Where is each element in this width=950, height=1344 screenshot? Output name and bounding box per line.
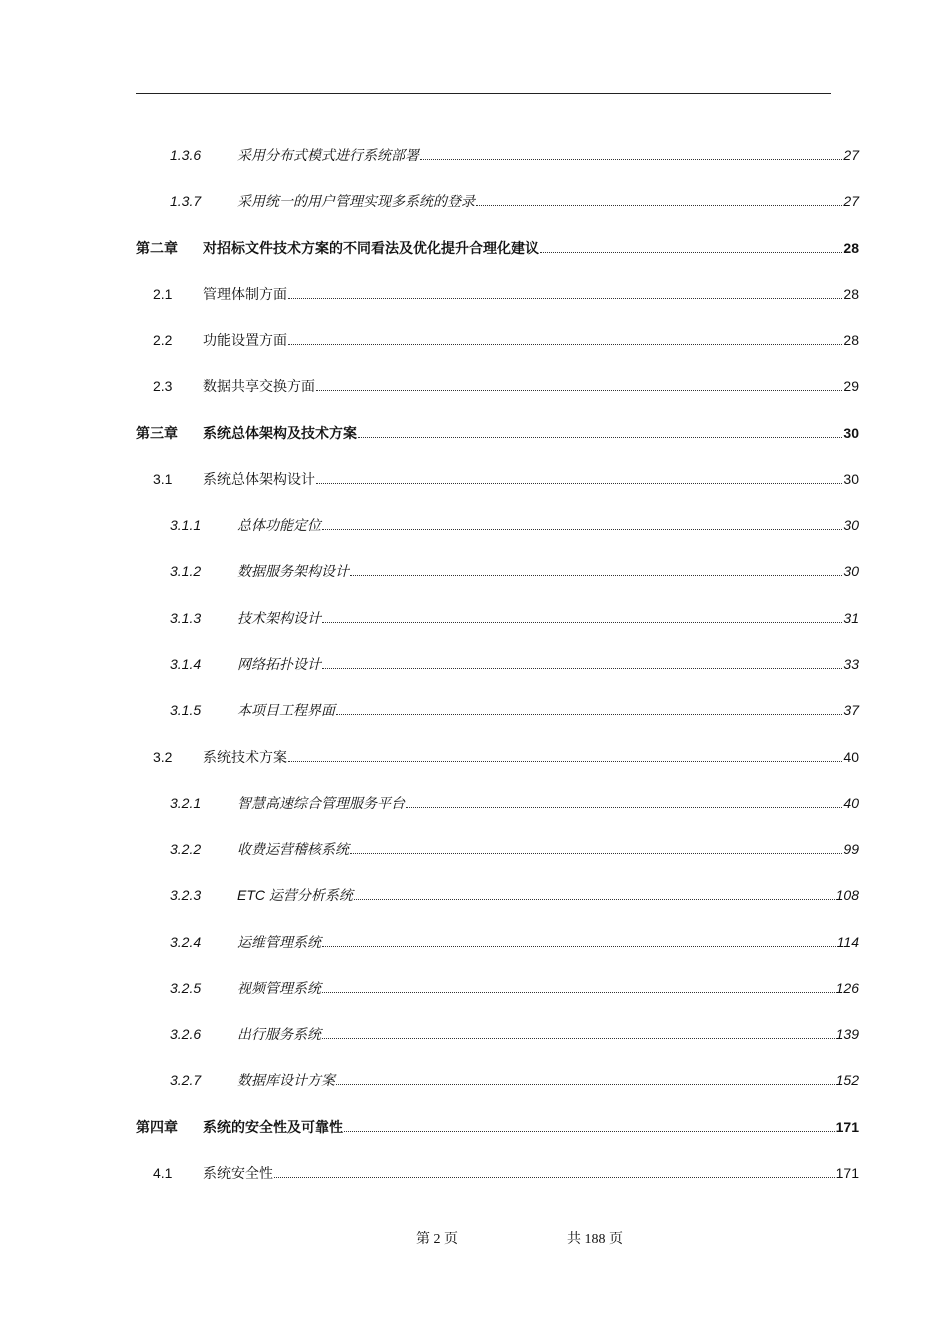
toc-entry-title: 网络拓扑设计 — [237, 656, 321, 672]
toc-entry-number: 3.2.1 — [170, 795, 202, 811]
toc-entry-number: 3.2.7 — [170, 1072, 202, 1088]
toc-dot-leader — [316, 483, 842, 484]
toc-entry-number: 3.1 — [153, 471, 173, 487]
toc-entry-page: 28 — [843, 286, 859, 302]
toc-entry-title: 本项目工程界面 — [237, 702, 335, 718]
toc-entry-number: 2.3 — [153, 378, 173, 394]
toc-entry-page: 27 — [843, 147, 859, 163]
toc-entry[interactable] — [170, 791, 859, 815]
toc-dot-leader — [354, 899, 835, 900]
toc-entry-page: 126 — [835, 980, 859, 996]
toc-entry-title: 总体功能定位 — [237, 517, 321, 533]
toc-dot-leader — [350, 575, 842, 576]
toc-entry-title: 对招标文件技术方案的不同看法及优化提升合理化建议 — [203, 240, 539, 256]
toc-entry-page: 171 — [835, 1165, 859, 1181]
toc-entry-title: 数据库设计方案 — [237, 1072, 335, 1088]
toc-entry-title: 收费运营稽核系统 — [237, 841, 349, 857]
toc-entry-page: 33 — [843, 656, 859, 672]
toc-entry-title: 数据共享交换方面 — [203, 378, 315, 394]
toc-entry-number: 3.1.4 — [170, 656, 202, 672]
header-rule — [136, 93, 831, 94]
toc-dot-leader — [322, 992, 835, 993]
toc-entry-title: 视频管理系统 — [237, 980, 321, 996]
toc-entry[interactable] — [170, 559, 859, 583]
toc-entry-title: 出行服务系统 — [237, 1026, 321, 1042]
toc-dot-leader — [336, 1084, 835, 1085]
toc-entry-number: 3.1.1 — [170, 517, 202, 533]
toc-chapter-entry[interactable] — [136, 421, 859, 445]
toc-dot-leader — [322, 668, 842, 669]
toc-entry-title: 技术架构设计 — [237, 610, 321, 626]
toc-entry-page: 114 — [836, 934, 859, 950]
toc-entry-title: 系统安全性 — [203, 1165, 273, 1181]
toc-entry-number: 第三章 — [136, 425, 178, 441]
toc-entry-number: 3.2.2 — [170, 841, 202, 857]
toc-dot-leader — [316, 390, 842, 391]
toc-dot-leader — [322, 946, 836, 947]
toc-chapter-entry[interactable] — [136, 1115, 859, 1139]
toc-entry[interactable] — [153, 745, 859, 769]
toc-entry[interactable] — [170, 883, 859, 907]
toc-entry[interactable] — [153, 282, 859, 306]
toc-dot-leader — [336, 714, 842, 715]
toc-entry-page: 28 — [843, 240, 859, 256]
toc-entry-number: 3.2.6 — [170, 1026, 202, 1042]
toc-dot-leader — [288, 761, 842, 762]
footer-current-page: 第 2 页 — [416, 1232, 458, 1247]
toc-dot-leader — [288, 344, 842, 345]
toc-dot-leader — [420, 159, 842, 160]
toc-entry[interactable] — [170, 189, 859, 213]
toc-dot-leader — [540, 252, 842, 253]
toc-entry-page: 30 — [843, 425, 859, 441]
toc-entry[interactable] — [170, 837, 859, 861]
toc-dot-leader — [322, 529, 842, 530]
toc-entry-page: 108 — [835, 887, 859, 903]
toc-entry-title: 系统总体架构设计 — [203, 471, 315, 487]
toc-entry-title: ETC 运营分析系统 — [237, 887, 353, 903]
toc-entry[interactable] — [170, 698, 859, 722]
toc-entry[interactable] — [170, 143, 859, 167]
toc-entry-page: 30 — [843, 471, 859, 487]
toc-entry-number: 3.1.3 — [170, 610, 202, 626]
toc-entry[interactable] — [170, 976, 859, 1000]
toc-entry[interactable] — [153, 328, 859, 352]
toc-entry-number: 1.3.6 — [170, 147, 202, 163]
toc-dot-leader — [406, 807, 842, 808]
toc-entry-page: 27 — [843, 193, 859, 209]
toc-entry-number: 3.2.3 — [170, 887, 202, 903]
toc-entry-page: 30 — [843, 517, 859, 533]
toc-entry[interactable] — [153, 467, 859, 491]
toc-entry-number: 3.1.5 — [170, 702, 202, 718]
toc-entry[interactable] — [170, 606, 859, 630]
toc-entry-page: 30 — [843, 563, 859, 579]
toc-entry-page: 99 — [843, 841, 859, 857]
toc-entry-title: 系统的安全性及可靠性 — [203, 1119, 343, 1135]
toc-dot-leader — [350, 853, 842, 854]
toc-dot-leader — [322, 622, 842, 623]
toc-entry-title: 运维管理系统 — [237, 934, 321, 950]
toc-dot-leader — [476, 205, 842, 206]
toc-entry-title: 采用统一的用户管理实现多系统的登录 — [237, 193, 475, 209]
toc-chapter-entry[interactable] — [136, 236, 859, 260]
toc-entry-page: 37 — [843, 702, 859, 718]
toc-entry-page: 40 — [843, 795, 859, 811]
toc-entry-page: 139 — [835, 1026, 859, 1042]
toc-entry-number: 3.2.5 — [170, 980, 202, 996]
toc-entry[interactable] — [153, 374, 859, 398]
toc-entry-page: 29 — [843, 378, 859, 394]
toc-entry-number: 2.2 — [153, 332, 173, 348]
toc-dot-leader — [288, 298, 842, 299]
toc-entry-number: 2.1 — [153, 286, 173, 302]
toc-entry[interactable] — [170, 513, 859, 537]
toc-entry-number: 1.3.7 — [170, 193, 202, 209]
toc-entry-title: 数据服务架构设计 — [237, 563, 349, 579]
page-footer — [0, 1228, 950, 1248]
toc-entry-title: 系统总体架构及技术方案 — [203, 425, 357, 441]
toc-entry-number: 4.1 — [153, 1165, 173, 1181]
toc-entry-title: 功能设置方面 — [203, 332, 287, 348]
toc-entry-page: 171 — [835, 1119, 859, 1135]
toc-entry-number: 3.2.4 — [170, 934, 202, 950]
toc-entry-number: 3.1.2 — [170, 563, 202, 579]
toc-dot-leader — [274, 1177, 835, 1178]
toc-entry-number: 3.2 — [153, 749, 173, 765]
toc-entry-title: 采用分布式模式进行系统部署 — [237, 147, 419, 163]
toc-entry[interactable] — [170, 652, 859, 676]
toc-entry[interactable] — [170, 930, 859, 954]
toc-entry-page: 40 — [843, 749, 859, 765]
toc-entry[interactable] — [153, 1161, 859, 1185]
toc-entry-title: 智慧高速综合管理服务平台 — [237, 795, 405, 811]
toc-dot-leader — [344, 1131, 835, 1132]
toc-entry-page: 152 — [835, 1072, 859, 1088]
toc-entry-page: 31 — [843, 610, 859, 626]
toc-dot-leader — [322, 1038, 835, 1039]
footer-total-pages: 共 188 页 — [567, 1232, 623, 1247]
toc-entry-number: 第四章 — [136, 1119, 178, 1135]
toc-entry[interactable] — [170, 1022, 859, 1046]
toc-dot-leader — [358, 437, 842, 438]
toc-entry-title: 管理体制方面 — [203, 286, 287, 302]
toc-entry-title: 系统技术方案 — [203, 749, 287, 765]
toc-entry-number: 第二章 — [136, 240, 178, 256]
toc-entry-page: 28 — [843, 332, 859, 348]
toc-entry[interactable] — [170, 1068, 859, 1092]
